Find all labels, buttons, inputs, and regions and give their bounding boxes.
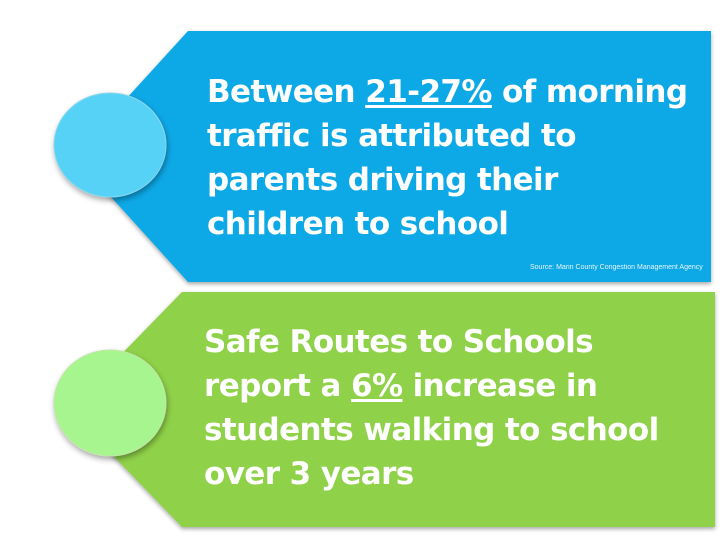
card1-line-1-suffix: of morning bbox=[491, 74, 688, 110]
card1-statistic: 21-27% bbox=[365, 74, 492, 110]
card2-statistic: 6% bbox=[351, 368, 403, 404]
card2-line-1: Safe Routes to Schools bbox=[204, 324, 594, 360]
card2-line-2-suffix: increase in bbox=[402, 368, 598, 404]
card1-line-1-prefix: Between bbox=[207, 74, 366, 110]
card1-line-2: traffic is attributed to bbox=[207, 118, 576, 154]
card1-circle bbox=[54, 93, 166, 197]
card2-line-4: over 3 years bbox=[204, 456, 414, 492]
card2-circle bbox=[54, 350, 166, 456]
card1-line-4: children to school bbox=[207, 206, 509, 242]
card2-line-3: students walking to school bbox=[204, 412, 659, 448]
card2-statement bbox=[204, 320, 659, 496]
card2-line-2 bbox=[204, 364, 659, 408]
card1-line-3: parents driving their bbox=[207, 162, 558, 198]
card2-line-2-prefix: report a bbox=[204, 368, 352, 404]
card1-line-1 bbox=[207, 70, 687, 114]
card1-statement bbox=[207, 70, 687, 246]
card1-source-note: Source: Marin County Congestion Management Agency bbox=[530, 264, 703, 271]
